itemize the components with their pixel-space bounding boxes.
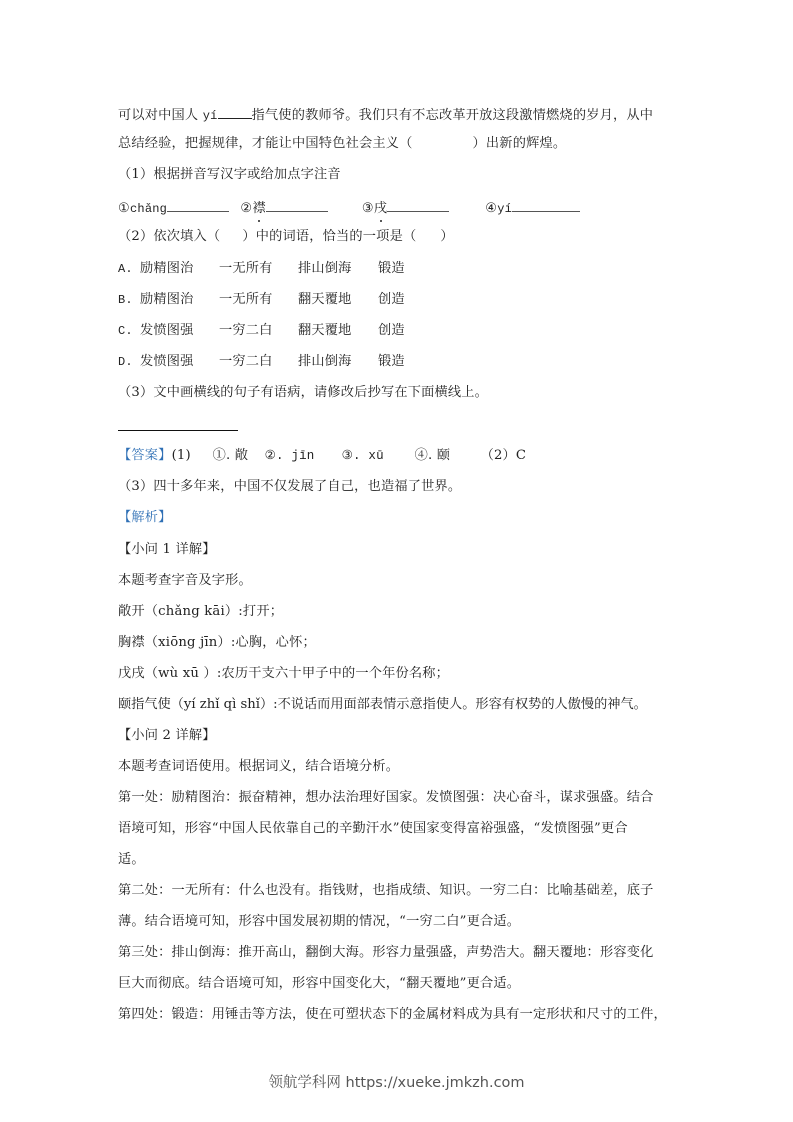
option-label: C. (118, 324, 133, 338)
passage-line1-prefix: 可以对中国人 (118, 108, 203, 123)
q2-prompt-part-c: ） (440, 229, 454, 244)
answer-part3: （3）四十多年来，中国不仅发展了自己，也造福了世界。 (118, 479, 462, 494)
analysis-sub1-line: 戊戌（wù xū ）:农历干支六十甲子中的一个年份名称； (118, 666, 450, 681)
q1-answer-blank (387, 197, 449, 212)
option-word: 发愤图强 (140, 323, 194, 338)
analysis-sub1-line: 颐指气使（yí zhǐ qì shǐ）:不说话而用面部表情示意指使人。形容有权势的人傲慢的神气。 (118, 697, 647, 712)
q1-item-number: ③ (361, 201, 374, 216)
q2-option-b (118, 291, 405, 309)
q2-option-c (118, 322, 405, 340)
q1-item-number: ② (240, 201, 253, 216)
option-word: 一穷二白 (219, 323, 273, 338)
q2-prompt-part-b: ）中的词语，恰当的一项是（ (242, 229, 417, 244)
analysis-sub2-line: 第三处：排山倒海：推开高山，翻倒大海。形容力量强盛，声势浩大。翻天覆地：形容变化 (118, 945, 654, 960)
question1-items (118, 197, 580, 218)
q1-answer-blank (167, 197, 229, 212)
analysis-sub2-line: 巨大而彻底。结合语境可知，形容中国变化大，“翻天覆地”更合适。 (118, 976, 521, 991)
option-word: 创造 (378, 292, 405, 307)
passage-blank (218, 104, 252, 119)
q1-item-pinyin: chǎng (130, 202, 168, 216)
option-word: 锻造 (378, 261, 405, 276)
passage-line-2 (118, 135, 566, 153)
q1-item-2 (240, 197, 357, 218)
analysis-sub1-line: 本题考查字音及字形。 (118, 573, 252, 588)
q1-item-char: 襟 (252, 201, 266, 216)
question3-prompt: （3）文中画横线的句子有语病，请修改后抄写在下面横线上。 (118, 385, 489, 400)
q1-item-number: ① (118, 201, 131, 216)
option-word: 一无所有 (219, 261, 273, 276)
q2-prompt-part-a: （2）依次填入（ (118, 229, 221, 244)
analysis-sub1-line: 敞开（chǎng kāi）:打开； (118, 604, 284, 619)
option-word: 一穷二白 (219, 354, 273, 369)
q1-answer-blank (266, 197, 328, 212)
analysis-sub2-line: 语境可知，形容“中国人民依靠自己的辛勤汗水”使国家变得富裕强盛，“发愤图强”更合 (118, 821, 628, 836)
q2-option-d (118, 353, 405, 371)
analysis-tag: 【解析】 (118, 510, 172, 525)
option-label: B. (118, 293, 133, 307)
option-word: 排山倒海 (298, 354, 352, 369)
option-word: 一无所有 (219, 292, 273, 307)
option-word: 翻天覆地 (298, 323, 352, 338)
passage-line2-prefix: 总结经验，把握规律，才能让中国特色社会主义（ (118, 136, 413, 151)
option-word: 创造 (378, 323, 405, 338)
q1-item-4 (485, 197, 580, 218)
analysis-sub2-line: 本题考查词语使用。根据词义，结合语境分析。 (118, 759, 400, 774)
q1-item-number: ④ (485, 201, 498, 216)
answer-part1-label: (1) (171, 448, 191, 463)
question1-prompt: （1）根据拼音写汉字或给加点字注音 (118, 167, 341, 182)
q2-option-a (118, 260, 405, 278)
option-word: 励精图治 (140, 261, 194, 276)
analysis-sub2-line: 第四处：锻造：用锤击等方法，使在可塑状态下的金属材料成为具有一定形状和尺寸的工件， (118, 1007, 667, 1022)
passage-line-1 (118, 104, 653, 125)
passage-line1-pinyin: yí (202, 109, 218, 123)
analysis-sub2-line: 第二处：一无所有：什么也没有。指钱财，也指成绩、知识。一穷二白：比喻基础差，底子 (118, 883, 654, 898)
option-word: 励精图治 (140, 292, 194, 307)
analysis-sub1-title: 【小问 1 详解】 (118, 542, 216, 557)
answer-item: ①. 敞 (212, 448, 249, 463)
option-word: 锻造 (378, 354, 405, 369)
option-word: 翻天覆地 (298, 292, 352, 307)
answer-item: ②. jīn (264, 449, 315, 463)
footer-watermark: 领航学科网 https://xueke.jmkzh.com (268, 1075, 525, 1091)
q1-answer-blank (512, 197, 580, 212)
answer-tag: 【答案】 (118, 448, 172, 463)
option-word: 排山倒海 (298, 261, 352, 276)
analysis-sub1-line: 胸襟（xiōng jīn）:心胸，心怀； (118, 635, 316, 650)
passage-line1-suffix: 指气使的教师爷。我们只有不忘改革开放这段激情燃烧的岁月，从中 (251, 108, 654, 123)
analysis-sub2-line: 薄。结合语境可知，形容中国发展初期的情况，“一穷二白”更合适。 (118, 914, 521, 929)
q1-item-1 (118, 197, 236, 218)
answer-part2: （2）C (480, 448, 527, 463)
q1-item-char: 戌 (373, 201, 388, 216)
passage-line2-suffix: ）出新的辉煌。 (472, 136, 567, 151)
option-label: D. (118, 355, 133, 369)
answer-blank-line (118, 430, 238, 431)
analysis-sub2-line: 适。 (118, 852, 145, 867)
analysis-sub2-title: 【小问 2 详解】 (118, 728, 216, 743)
answer-item: ③. xū (341, 449, 384, 463)
option-word: 发愤图强 (140, 354, 194, 369)
analysis-sub2-line: 第一处：励精图治：振奋精神，想办法治理好国家。发愤图强：决心奋斗，谋求强盛。结合 (118, 790, 654, 805)
option-label: A. (118, 262, 133, 276)
answer-item: ④. 颐 (414, 448, 451, 463)
question2-prompt (118, 228, 454, 246)
answer-line (118, 447, 526, 465)
q1-item-3 (362, 197, 481, 218)
q1-item-pinyin: yí (497, 202, 513, 216)
